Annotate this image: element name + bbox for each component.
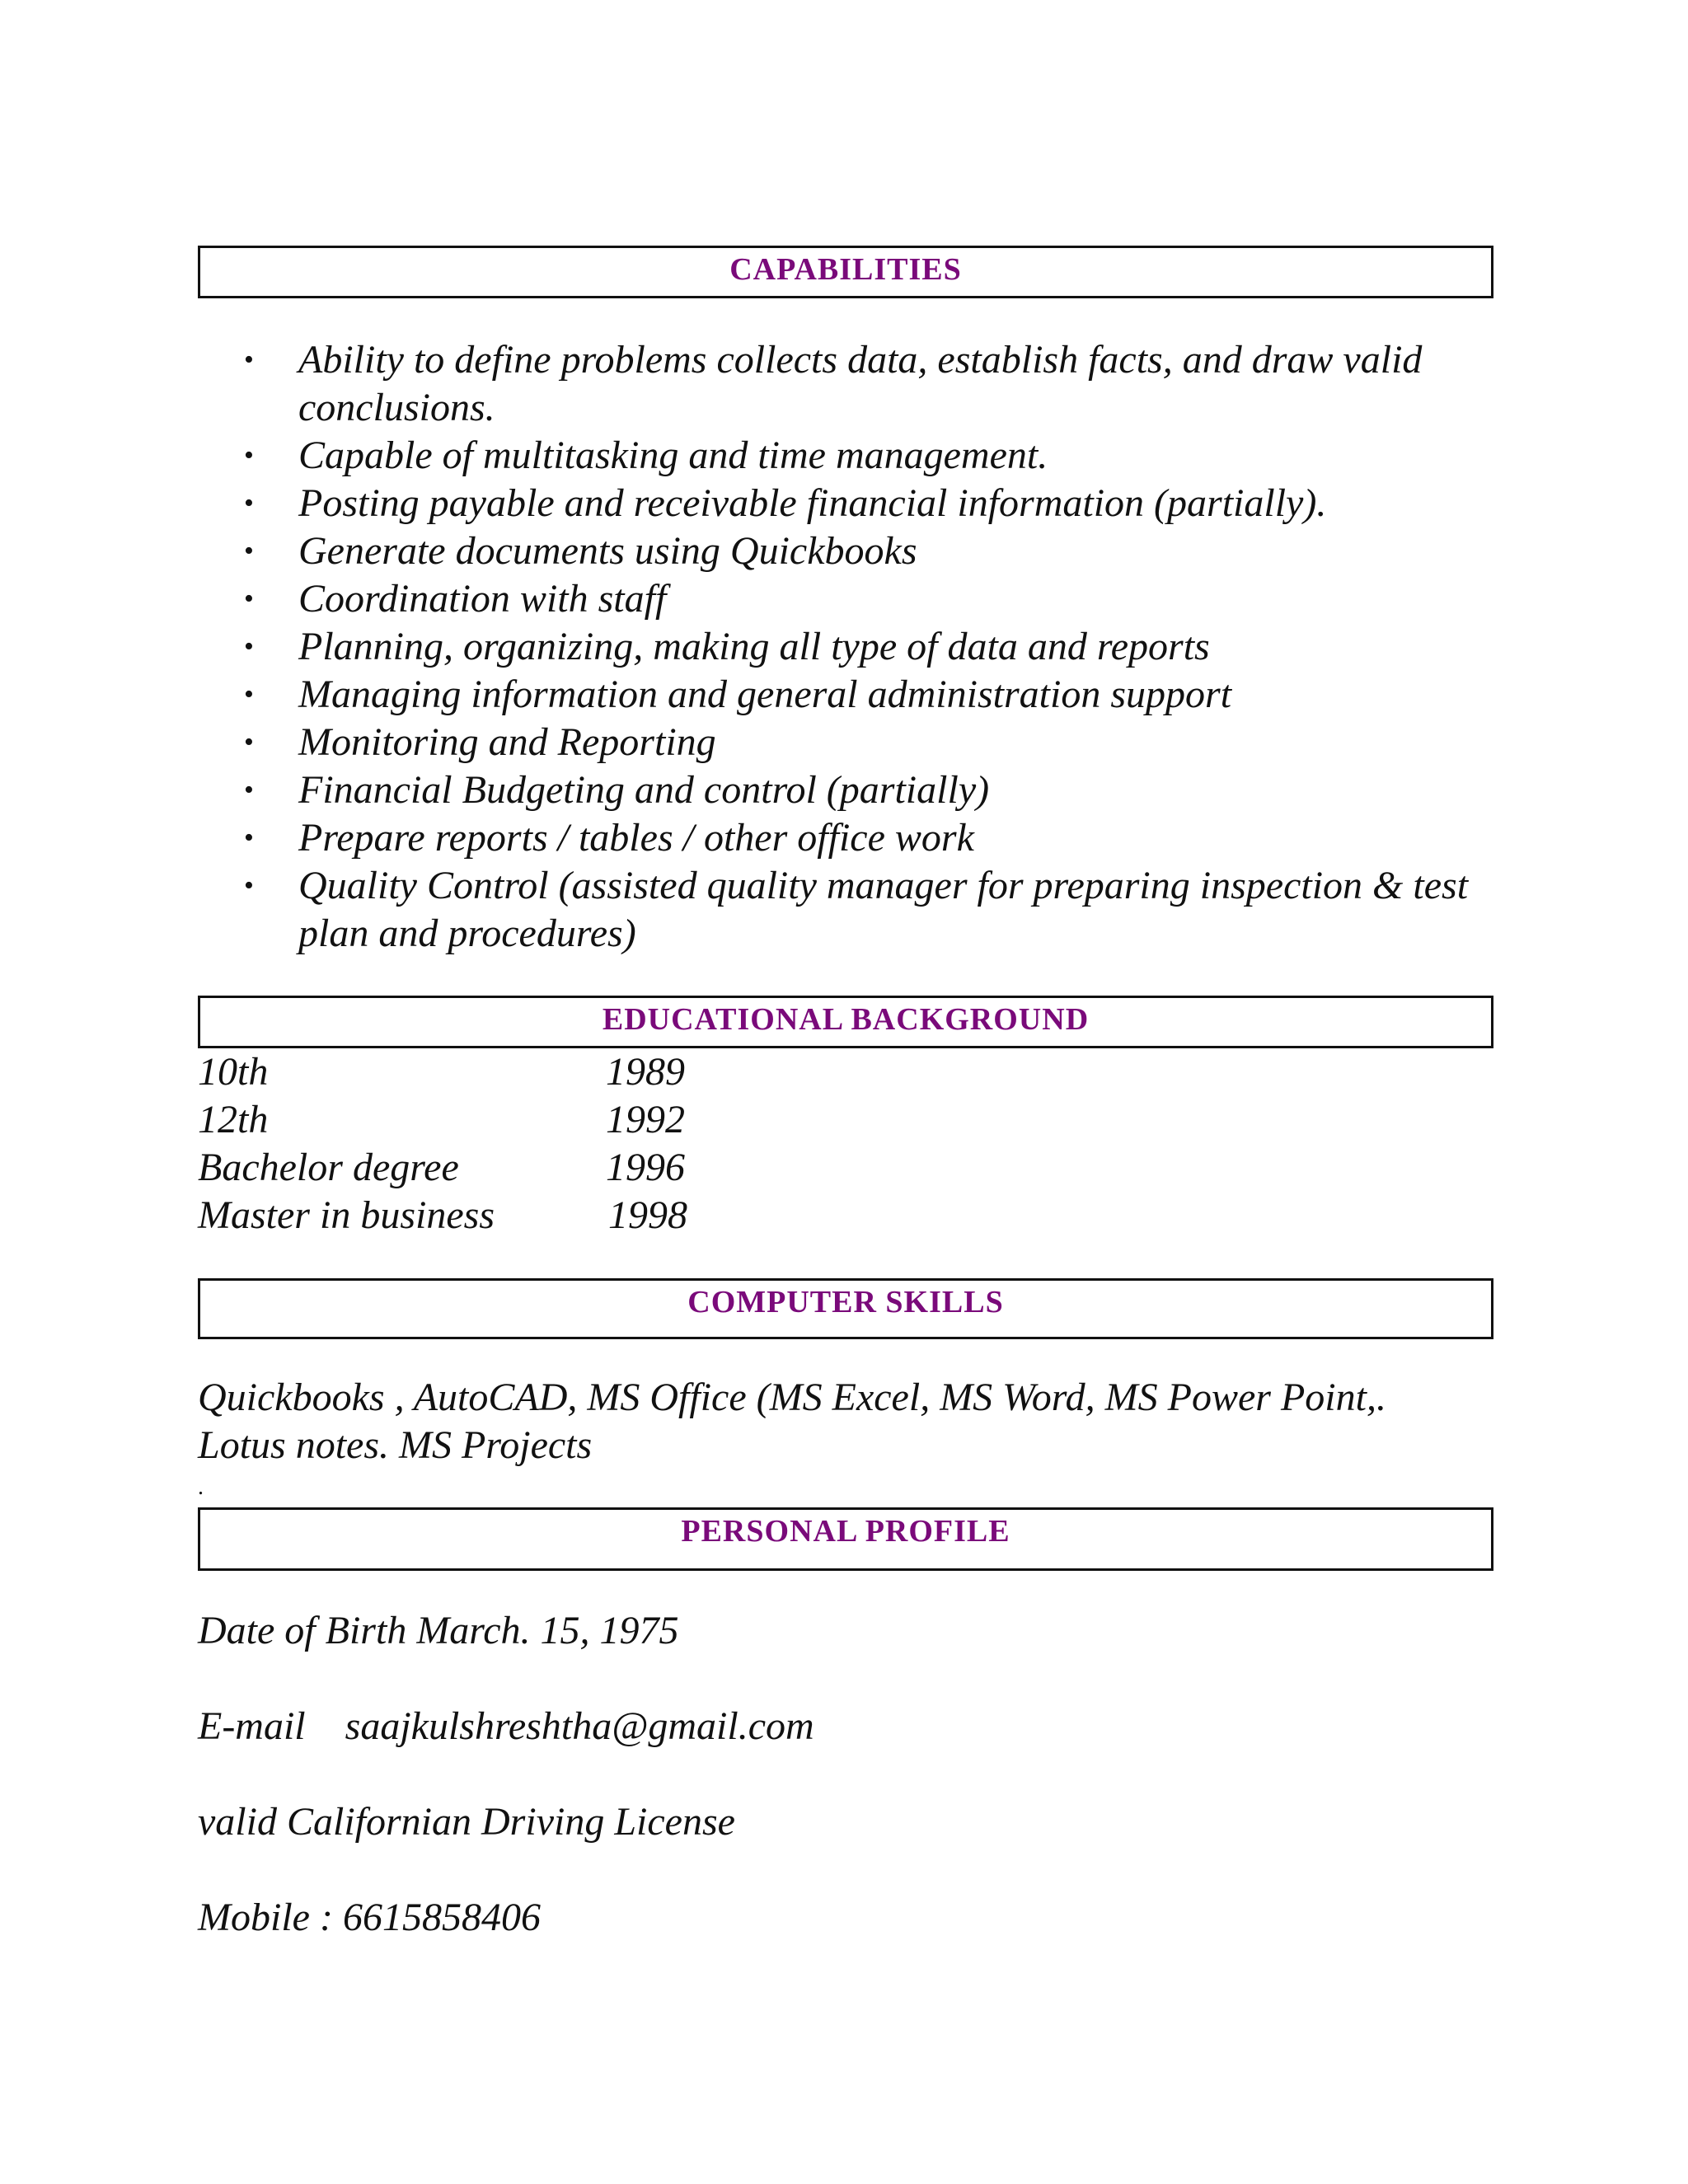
table-row [198,1192,940,1240]
email-line: E-mail saajkulshreshtha@gmail.com [198,1704,814,1748]
list-item: • Posting payable and receivable financial information (partially). [198,480,1500,527]
bullet-icon: • [244,727,254,757]
bullet-icon: • [244,870,254,901]
table-row [198,1048,940,1096]
driving-license: valid Californian Driving License [198,1800,735,1844]
bullet-icon: • [244,679,254,710]
capabilities-heading-box [198,246,1493,298]
degree-year: 1996 [606,1146,685,1189]
list-item: • Coordination with staff [198,575,1500,623]
degree-year: 1998 [608,1193,687,1237]
list-item: • Generate documents using Quickbooks [198,527,1500,575]
list-item: • Prepare reports / tables / other office work [198,814,1500,862]
list-item: • Capable of multitasking and time management. [198,432,1500,480]
stray-dot: . [198,1474,204,1500]
degree-name: 10th [198,1050,269,1094]
list-item: • Planning, organizing, making all type of data and reports [198,623,1500,671]
bullet-icon: • [244,631,254,662]
personal-profile-heading: PERSONAL PROFILE [681,1514,1010,1549]
bullet-icon: • [244,583,254,614]
bullet-icon: • [244,775,254,805]
degree-name: Bachelor degree [198,1146,459,1189]
bullet-icon: • [244,536,254,566]
degree-year: 1992 [606,1098,685,1141]
personal-profile-heading-box [198,1507,1493,1571]
list-item: • Financial Budgeting and control (partially) [198,766,1500,814]
list-item: • Ability to define problems collects data, establish facts, and draw valid conclusions. [244,338,1423,429]
capabilities-heading: CAPABILITIES [729,252,962,287]
degree-year: 1989 [606,1050,685,1094]
mobile-number: Mobile : 6615858406 [198,1896,541,1939]
computer-skills-heading-box [198,1278,1493,1339]
computer-skills-line: Lotus notes. MS Projects [198,1423,593,1467]
computer-skills-heading: COMPUTER SKILLS [687,1285,1004,1319]
computer-skills-line: Quickbooks , AutoCAD, MS Office (MS Excel, MS Word, MS Power Point,. [198,1376,1386,1419]
bullet-icon: • [244,823,254,853]
computer-skills-text [198,1374,1500,1469]
degree-name: Master in business [198,1193,495,1237]
education-heading-box [198,996,1493,1048]
education-heading: EDUCATIONAL BACKGROUND [602,1002,1090,1037]
list-item: • Managing information and general administration support [198,671,1500,719]
education-table [198,1048,940,1240]
bullet-icon: • [244,440,254,471]
list-item: • Monitoring and Reporting [198,719,1500,766]
table-row [198,1144,940,1192]
degree-name: 12th [198,1098,269,1141]
capabilities-list [198,336,1500,958]
date-of-birth: Date of Birth March. 15, 1975 [198,1609,679,1652]
bullet-icon: • [244,488,254,518]
bullet-icon: • [244,344,254,375]
list-item: • Quality Control (assisted quality manager for preparing inspection & test plan and procedures) [244,864,1469,955]
table-row [198,1096,940,1144]
